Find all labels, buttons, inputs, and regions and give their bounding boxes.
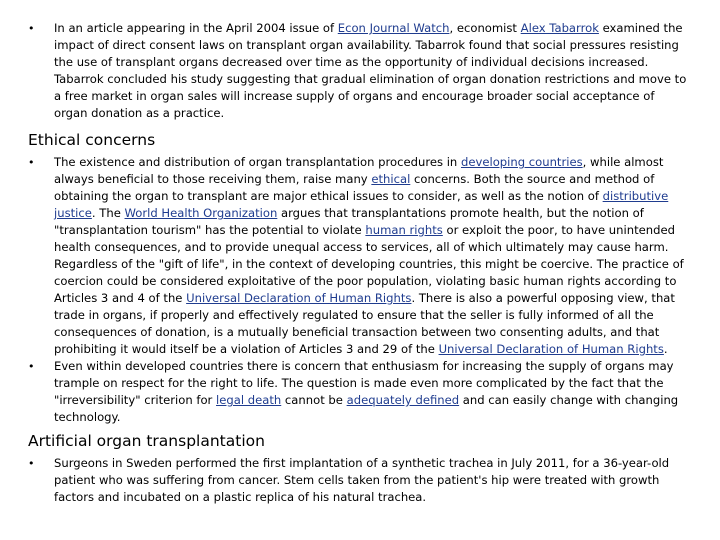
bullet-ethical-1: • <box>28 156 35 169</box>
intro-text-1: In an article appearing in the April 2004 issue of <box>54 21 338 35</box>
link-developing-countries[interactable]: developing countries <box>460 155 583 169</box>
ethical-paragraph-1 <box>54 154 690 358</box>
intro-text-2: , economist <box>449 21 521 35</box>
bullet-artificial-1: • <box>28 457 35 470</box>
intro-text-3: examined the impact of direct consent laws on transplant organ availability. Tabarrok found that social pressures resisting the use of transplant organs decreased over time as the opportunity of individual decisions increased. Tabarrok concluded his study suggesting that gradual elimination of organ donation restrictions and move to a free market in organ sales will increase supply of organs and encourage broader social acceptance of organ donation as a practice. <box>54 21 687 120</box>
link-econ-journal-watch[interactable]: Econ Journal Watch <box>337 21 450 35</box>
ethical-1-text-5: argues that transplantations promote health, but the notion of "transplantation tourism" has the potential to violate <box>54 206 644 237</box>
link-ethical[interactable]: ethical <box>371 172 411 186</box>
bullet-ethical-2: • <box>28 360 35 373</box>
ethical-2-text-3: and can easily change with changing technology. <box>54 393 679 424</box>
heading-ethical-concerns: Ethical concerns <box>28 131 156 149</box>
link-adequately-defined[interactable]: adequately defined <box>346 393 460 407</box>
bullet-intro: • <box>28 22 35 35</box>
link-legal-death[interactable]: legal death <box>216 393 282 407</box>
ethical-1-text-8: . <box>663 342 668 356</box>
heading-artificial-organ-transplantation: Artificial organ transplantation <box>28 432 265 450</box>
link-world-health-organization[interactable]: World Health Organization <box>124 206 278 220</box>
ethical-2-text-1: Even within developed countries there is concern that enthusiasm for increasing the supply of organs may trample on respect for the right to life. The question is made even more complicated by the fact that the "irreversibility" criterion for <box>54 359 674 407</box>
ethical-1-text-7: . There is also a powerful opposing view, that trade in organs, if properly and effectively regulated to ensure that the seller is fully informed of all the consequences of donation, is a mutually beneficial transaction between two consenting adults, and that prohibiting it would itself be a violation of Articles 3 and 29 of the <box>54 291 675 356</box>
link-distributive-justice[interactable]: distributive justice <box>54 189 669 220</box>
ethical-2-text-2: cannot be <box>281 393 347 407</box>
link-alex-tabarrok[interactable]: Alex Tabarrok <box>520 21 599 35</box>
ethical-paragraph-2 <box>54 358 690 426</box>
artificial-paragraph-1: Surgeons in Sweden performed the first implantation of a synthetic trachea in July 2011, for a 36-year-old patient who was suffering from cancer. Stem cells taken from the patient's hip were treated with growth factors and incubated on a plastic replica of his natural trachea. <box>54 456 670 504</box>
link-human-rights[interactable]: human rights <box>365 223 443 237</box>
ethical-1-text-1: The existence and distribution of organ transplantation procedures in <box>54 155 461 169</box>
link-udhr-1[interactable]: Universal Declaration of Human Rights <box>186 291 412 305</box>
ethical-1-text-2: , while almost always beneficial to those receiving them, raise many <box>54 155 664 186</box>
ethical-1-text-4: . The <box>91 206 125 220</box>
ethical-1-text-6: or exploit the poor, to have unintended health consequences, and to provide unequal access to services, all of which ultimately may cause harm. Regardless of the "gift of life", in the context of developing countries, this might be coercive. The practice of coercion could be considered exploitative of the poor population, violating basic human rights according to Articles 3 and 4 of the <box>54 223 684 305</box>
ethical-1-text-3: concerns. Both the source and method of obtaining the organ to transplant are major ethical issues to consider, as well as the notion of <box>54 172 655 203</box>
intro-paragraph <box>54 20 690 122</box>
link-udhr-2[interactable]: Universal Declaration of Human Rights <box>438 342 664 356</box>
